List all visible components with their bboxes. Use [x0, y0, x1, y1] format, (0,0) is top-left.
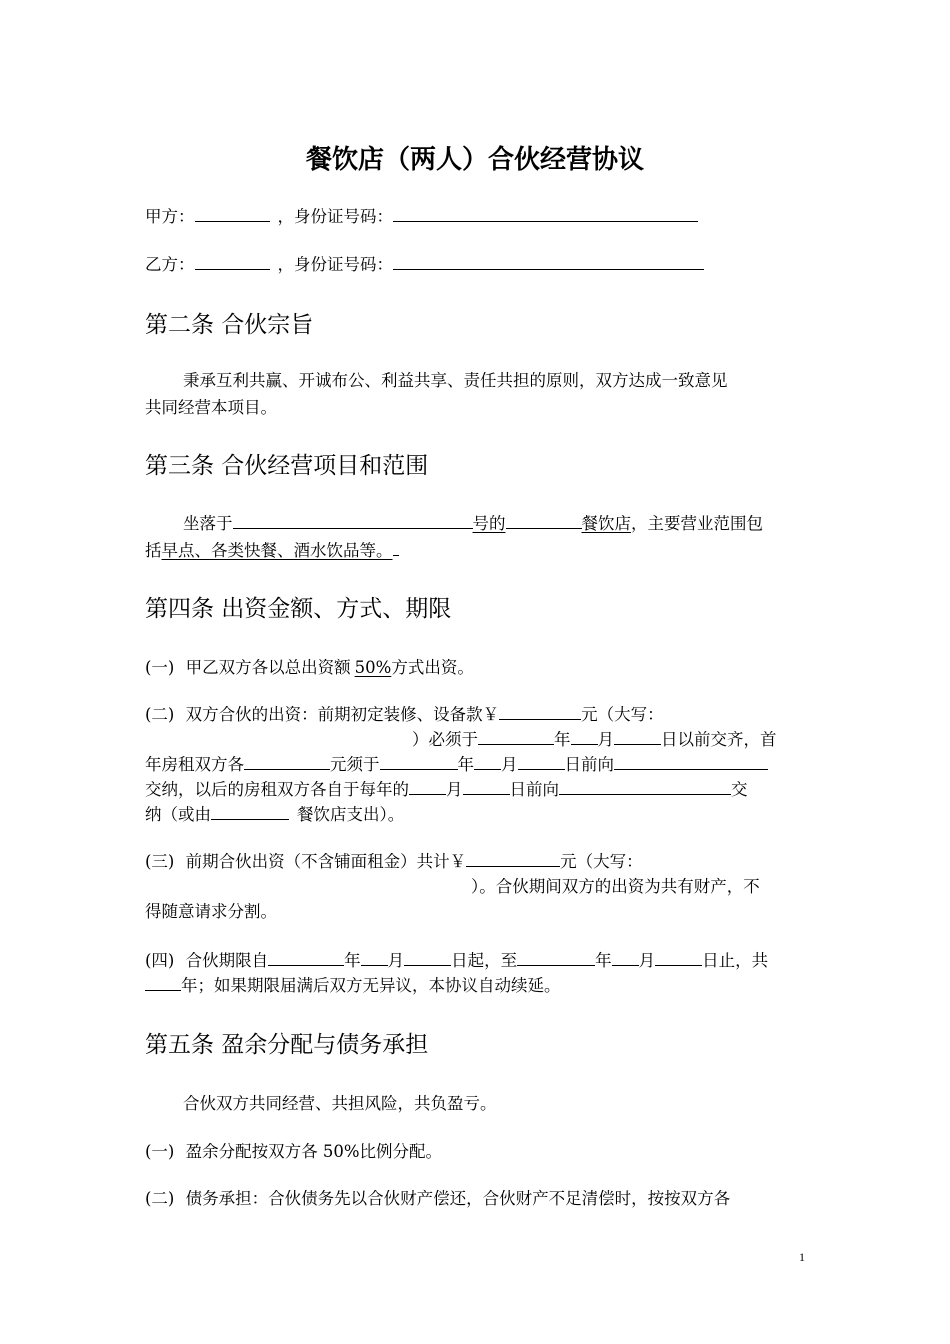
- item-text: 合伙期限自: [185, 951, 269, 970]
- payee-blank: [614, 753, 768, 770]
- annual-day-blank: [463, 778, 510, 795]
- rent-due-label: 元须于: [330, 755, 380, 774]
- rent-amount-blank: [244, 753, 330, 770]
- article-5-intro: 合伙双方共同经营、共担风险，共负盈亏。: [183, 1094, 497, 1113]
- rent-year-blank: [380, 753, 458, 770]
- party-a-id-label: ，身份证号码：: [277, 207, 393, 226]
- shop-pays-label: 餐饮店支出）。: [297, 805, 405, 824]
- item-number: (一): [145, 1142, 175, 1161]
- location-label: 坐落于: [183, 514, 233, 533]
- rent-day-blank: [518, 753, 565, 770]
- article-2-line-2: 共同经营本项目。: [145, 398, 277, 417]
- percent-value: 50%: [354, 658, 392, 677]
- party-a-name-blank: [195, 205, 270, 222]
- scope-label: ，主要营业范围包: [631, 514, 763, 533]
- article-4-item-2-line-3: [145, 753, 768, 777]
- article-4-item-2-line-1: [145, 703, 664, 727]
- document-title: 餐饮店（两人）合伙经营协议: [305, 145, 644, 175]
- party-b-id-label: ，身份证号码：: [277, 255, 393, 274]
- scope-tail-blank: [393, 539, 399, 556]
- annual-month-blank: [409, 778, 446, 795]
- month-label: 月: [387, 951, 405, 970]
- year-label: 年: [595, 951, 612, 970]
- address-blank: [233, 512, 473, 529]
- article-4-item-2-line-5: [145, 803, 404, 827]
- article-4-item-2-line-4: [145, 778, 748, 802]
- article-4-heading: 第四条 出资金额、方式、期限: [145, 596, 452, 622]
- deadline-label: ）必须于: [412, 730, 478, 749]
- item-number: (四): [145, 951, 175, 970]
- item-number: (二): [145, 1189, 175, 1208]
- month-label: 月: [446, 780, 463, 799]
- article-5-heading: 第五条 盈余分配与债务承担: [145, 1032, 429, 1058]
- year-label: 年: [457, 755, 474, 774]
- pay-to-label: 日前向: [509, 780, 559, 799]
- number-label: 号的: [472, 514, 506, 533]
- item-text: 甲乙双方各以总出资额: [185, 658, 351, 677]
- until-label: 日起，至: [451, 951, 518, 970]
- party-a-line: [145, 205, 698, 229]
- item-number: (三): [145, 852, 175, 871]
- year-blank: [478, 728, 554, 745]
- month-blank: [571, 728, 598, 745]
- article-4-item-2-line-2: [412, 728, 777, 752]
- article-4-item-4-line-1: [145, 949, 768, 973]
- year-label: 年: [554, 730, 571, 749]
- start-month-blank: [361, 949, 388, 966]
- shop-type-label: 餐饮店: [581, 514, 631, 533]
- shop-name-blank: [506, 512, 582, 529]
- party-b-label: 乙方：: [145, 255, 195, 274]
- party-b-id-blank: [393, 253, 704, 270]
- years-blank: [145, 974, 181, 991]
- item-text: 前期合伙出资（不含铺面租金）共计￥: [185, 852, 467, 871]
- renewal-text: 年；如果期限届满后双方无异议，本协议自动续延。: [181, 976, 561, 995]
- month-label: 月: [597, 730, 614, 749]
- article-3-heading: 第三条 合伙经营项目和范围: [145, 453, 429, 479]
- scope-prefix: 括: [145, 541, 162, 560]
- pay-to-label: 日前向: [564, 755, 614, 774]
- total-label: 日止，共: [702, 951, 769, 970]
- article-4-item-1: [145, 656, 474, 680]
- end-day-blank: [655, 949, 702, 966]
- shop-blank: [211, 803, 289, 820]
- article-4-item-3-line-1: [145, 850, 643, 874]
- month-label: 月: [638, 951, 656, 970]
- party-a-id-blank: [393, 205, 698, 222]
- year-label: 年: [344, 951, 361, 970]
- end-month-blank: [612, 949, 639, 966]
- item-text: 债务承担：合伙债务先以合伙财产偿还，合伙财产不足清偿时，按按双方各: [185, 1189, 731, 1208]
- page-number: 1: [799, 1250, 805, 1264]
- rent-label: 年房租双方各: [145, 755, 244, 774]
- article-5-item-1: [145, 1140, 442, 1164]
- annual-rent-label: 交纳，以后的房租双方各自于每年的: [145, 780, 409, 799]
- annual-payee-blank: [559, 778, 731, 795]
- item-number: (二): [145, 705, 175, 724]
- total-amount-blank: [466, 850, 560, 867]
- deadline-tail: 日以前交齐，首: [661, 730, 777, 749]
- party-b-name-blank: [195, 253, 270, 270]
- item-text: 盈余分配按双方各 50%比例分配。: [185, 1142, 443, 1161]
- article-5-item-2: [145, 1187, 730, 1211]
- capital-label: 元（大写：: [560, 852, 643, 871]
- capital-label: 元（大写：: [581, 705, 664, 724]
- item-text: 双方合伙的出资：前期初定装修、设备款￥: [185, 705, 500, 724]
- item-text-end: 方式出资。: [391, 658, 474, 677]
- or-by-label: 纳（或由: [145, 805, 211, 824]
- party-b-line: [145, 253, 704, 277]
- scope-text: 早点、各类快餐、酒水饮品等。: [161, 541, 393, 560]
- pay-word: 交: [731, 780, 748, 799]
- start-year-blank: [268, 949, 344, 966]
- start-day-blank: [404, 949, 451, 966]
- article-2-heading: 第二条 合伙宗旨: [145, 312, 314, 338]
- rent-month-blank: [474, 753, 501, 770]
- decoration-amount-blank: [499, 703, 581, 720]
- article-4-item-3-line-2: ）。合伙期间双方的出资为共有财产，不: [471, 877, 760, 896]
- article-4-item-4-line-2: [145, 974, 561, 998]
- end-year-blank: [517, 949, 595, 966]
- article-3-line-2: [145, 539, 399, 563]
- party-a-label: 甲方：: [145, 207, 195, 226]
- article-3-line-1: [183, 512, 763, 536]
- article-2-line-1: 秉承互利共赢、开诚布公、利益共享、责任共担的原则，双方达成一致意见: [183, 371, 728, 390]
- day-blank: [614, 728, 661, 745]
- month-label: 月: [501, 755, 518, 774]
- item-number: (一): [145, 658, 175, 677]
- article-4-item-3-line-3: 得随意请求分割。: [145, 902, 277, 921]
